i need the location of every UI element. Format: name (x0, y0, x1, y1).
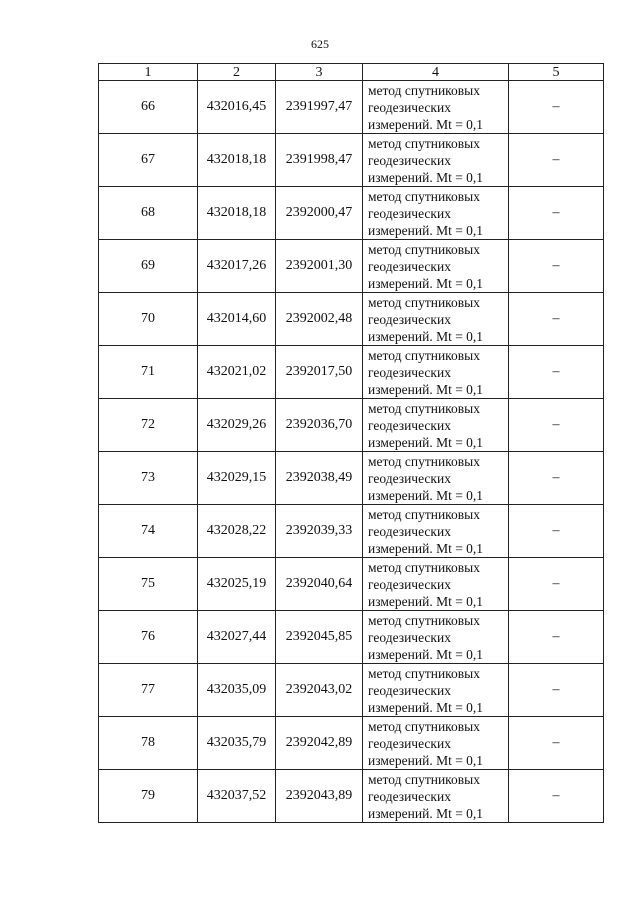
method-cell (363, 399, 509, 452)
table-row (99, 452, 604, 505)
table-row (99, 558, 604, 611)
method-line: метод спутниковых (368, 718, 480, 734)
method-line: измерений. Mt = 0,1 (368, 169, 484, 185)
note-cell: – (509, 664, 604, 717)
method-line: геодезических (368, 523, 451, 539)
table-row (99, 717, 604, 770)
method-line: метод спутниковых (368, 188, 480, 204)
coordinates-table (98, 63, 604, 823)
point-number-cell: 69 (99, 240, 198, 293)
x-coordinate-cell: 432017,26 (198, 240, 276, 293)
method-line: геодезических (368, 470, 451, 486)
y-coordinate-cell: 2392045,85 (276, 611, 363, 664)
y-coordinate-cell: 2392042,89 (276, 717, 363, 770)
x-coordinate-cell: 432027,44 (198, 611, 276, 664)
column-header: 5 (509, 64, 604, 81)
x-coordinate-cell: 432016,45 (198, 81, 276, 134)
method-line: геодезических (368, 417, 451, 433)
method-cell (363, 452, 509, 505)
method-line: измерений. Mt = 0,1 (368, 699, 484, 715)
x-coordinate-cell: 432035,79 (198, 717, 276, 770)
x-coordinate-cell: 432035,09 (198, 664, 276, 717)
method-line: метод спутниковых (368, 453, 480, 469)
method-cell (363, 134, 509, 187)
method-line: метод спутниковых (368, 294, 480, 310)
point-number-cell: 77 (99, 664, 198, 717)
note-cell: – (509, 293, 604, 346)
method-line: геодезических (368, 576, 451, 592)
page-number: 625 (311, 37, 329, 51)
method-cell (363, 611, 509, 664)
method-line: метод спутниковых (368, 771, 480, 787)
method-line: измерений. Mt = 0,1 (368, 540, 484, 556)
method-line: измерений. Mt = 0,1 (368, 646, 484, 662)
column-header: 2 (198, 64, 276, 81)
point-number-cell: 67 (99, 134, 198, 187)
method-cell (363, 664, 509, 717)
method-line: геодезических (368, 152, 451, 168)
method-line: метод спутниковых (368, 559, 480, 575)
table-row (99, 293, 604, 346)
point-number-cell: 74 (99, 505, 198, 558)
y-coordinate-cell: 2392043,89 (276, 770, 363, 823)
y-coordinate-cell: 2392043,02 (276, 664, 363, 717)
table-row (99, 187, 604, 240)
table-header-row (99, 64, 604, 81)
table-row (99, 505, 604, 558)
method-line: метод спутниковых (368, 506, 480, 522)
x-coordinate-cell: 432014,60 (198, 293, 276, 346)
point-number-cell: 78 (99, 717, 198, 770)
table-body (99, 81, 604, 823)
method-cell (363, 717, 509, 770)
table-row (99, 770, 604, 823)
method-cell (363, 240, 509, 293)
method-line: метод спутниковых (368, 400, 480, 416)
method-line: метод спутниковых (368, 82, 480, 98)
y-coordinate-cell: 2392000,47 (276, 187, 363, 240)
method-line: измерений. Mt = 0,1 (368, 752, 484, 768)
method-cell (363, 346, 509, 399)
y-coordinate-cell: 2391997,47 (276, 81, 363, 134)
y-coordinate-cell: 2392002,48 (276, 293, 363, 346)
point-number-cell: 66 (99, 81, 198, 134)
point-number-cell: 71 (99, 346, 198, 399)
point-number-cell: 79 (99, 770, 198, 823)
note-cell: – (509, 240, 604, 293)
table-row (99, 664, 604, 717)
method-line: измерений. Mt = 0,1 (368, 116, 484, 132)
table-row (99, 399, 604, 452)
method-line: измерений. Mt = 0,1 (368, 805, 484, 821)
method-line: геодезических (368, 364, 451, 380)
note-cell: – (509, 187, 604, 240)
method-line: геодезических (368, 629, 451, 645)
note-cell: – (509, 770, 604, 823)
table-row (99, 611, 604, 664)
point-number-cell: 73 (99, 452, 198, 505)
method-line: метод спутниковых (368, 665, 480, 681)
method-line: геодезических (368, 205, 451, 221)
method-line: измерений. Mt = 0,1 (368, 275, 484, 291)
method-cell (363, 558, 509, 611)
point-number-cell: 76 (99, 611, 198, 664)
column-header: 4 (363, 64, 509, 81)
method-line: геодезических (368, 682, 451, 698)
point-number-cell: 68 (99, 187, 198, 240)
method-line: измерений. Mt = 0,1 (368, 487, 484, 503)
method-line: геодезических (368, 735, 451, 751)
method-line: измерений. Mt = 0,1 (368, 593, 484, 609)
method-line: метод спутниковых (368, 612, 480, 628)
y-coordinate-cell: 2392040,64 (276, 558, 363, 611)
method-line: метод спутниковых (368, 347, 480, 363)
note-cell: – (509, 399, 604, 452)
note-cell: – (509, 505, 604, 558)
x-coordinate-cell: 432029,15 (198, 452, 276, 505)
point-number-cell: 70 (99, 293, 198, 346)
method-line: измерений. Mt = 0,1 (368, 328, 484, 344)
x-coordinate-cell: 432037,52 (198, 770, 276, 823)
method-cell (363, 293, 509, 346)
x-coordinate-cell: 432018,18 (198, 187, 276, 240)
x-coordinate-cell: 432018,18 (198, 134, 276, 187)
note-cell: – (509, 134, 604, 187)
y-coordinate-cell: 2392017,50 (276, 346, 363, 399)
y-coordinate-cell: 2392039,33 (276, 505, 363, 558)
note-cell: – (509, 346, 604, 399)
method-line: геодезических (368, 99, 451, 115)
method-cell (363, 770, 509, 823)
table-row (99, 240, 604, 293)
note-cell: – (509, 558, 604, 611)
note-cell: – (509, 452, 604, 505)
method-cell (363, 81, 509, 134)
x-coordinate-cell: 432028,22 (198, 505, 276, 558)
y-coordinate-cell: 2392038,49 (276, 452, 363, 505)
y-coordinate-cell: 2392001,30 (276, 240, 363, 293)
y-coordinate-cell: 2391998,47 (276, 134, 363, 187)
method-line: геодезических (368, 311, 451, 327)
note-cell: – (509, 81, 604, 134)
note-cell: – (509, 717, 604, 770)
method-line: измерений. Mt = 0,1 (368, 222, 484, 238)
table-row (99, 346, 604, 399)
x-coordinate-cell: 432029,26 (198, 399, 276, 452)
method-line: метод спутниковых (368, 241, 480, 257)
x-coordinate-cell: 432025,19 (198, 558, 276, 611)
method-cell (363, 505, 509, 558)
method-line: метод спутниковых (368, 135, 480, 151)
method-line: измерений. Mt = 0,1 (368, 381, 484, 397)
column-header: 1 (99, 64, 198, 81)
x-coordinate-cell: 432021,02 (198, 346, 276, 399)
method-line: измерений. Mt = 0,1 (368, 434, 484, 450)
table-row (99, 81, 604, 134)
column-header: 3 (276, 64, 363, 81)
y-coordinate-cell: 2392036,70 (276, 399, 363, 452)
note-cell: – (509, 611, 604, 664)
method-line: геодезических (368, 788, 451, 804)
point-number-cell: 72 (99, 399, 198, 452)
table-row (99, 134, 604, 187)
method-line: геодезических (368, 258, 451, 274)
point-number-cell: 75 (99, 558, 198, 611)
method-cell (363, 187, 509, 240)
